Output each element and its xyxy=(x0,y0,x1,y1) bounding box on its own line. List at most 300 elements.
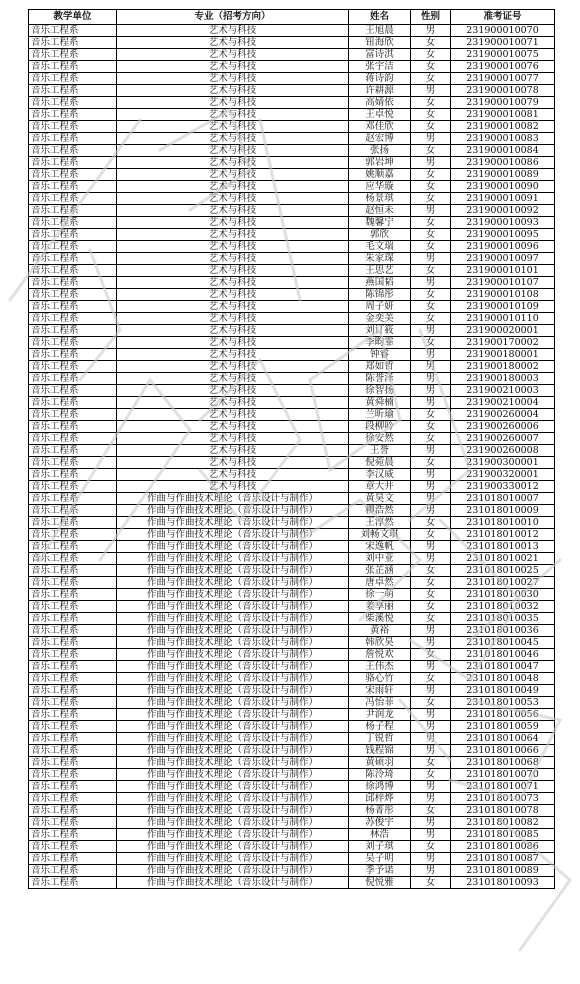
table-row xyxy=(29,469,555,481)
table-row xyxy=(29,529,555,541)
cell-gender: 女 xyxy=(411,697,451,709)
cell-gender: 男 xyxy=(411,709,451,721)
cell-teaching-unit: 音乐工程系 xyxy=(29,469,117,481)
cell-teaching-unit: 音乐工程系 xyxy=(29,337,117,349)
cell-teaching-unit: 音乐工程系 xyxy=(29,673,117,685)
cell-exam-number: 231900010107 xyxy=(451,277,555,289)
cell-name: 徐一萌 xyxy=(349,589,411,601)
cell-exam-number: 231018010010 xyxy=(451,517,555,529)
cell-name: 唐卓然 xyxy=(349,577,411,589)
cell-major: 艺术与科技 xyxy=(117,121,349,133)
cell-name: 徐安然 xyxy=(349,433,411,445)
cell-exam-number: 231900010090 xyxy=(451,181,555,193)
cell-exam-number: 231018010035 xyxy=(451,613,555,625)
cell-major: 艺术与科技 xyxy=(117,229,349,241)
cell-gender: 女 xyxy=(411,601,451,613)
cell-gender: 男 xyxy=(411,793,451,805)
cell-gender: 女 xyxy=(411,589,451,601)
cell-name: 柴溪悦 xyxy=(349,613,411,625)
cell-name: 陈泠琦 xyxy=(349,769,411,781)
cell-exam-number: 231900010084 xyxy=(451,145,555,157)
cell-name: 姚顺嘉 xyxy=(349,169,411,181)
cell-name: 王旭晨 xyxy=(349,25,411,37)
cell-name: 黄硕羽 xyxy=(349,757,411,769)
cell-gender: 女 xyxy=(411,169,451,181)
cell-teaching-unit: 音乐工程系 xyxy=(29,709,117,721)
table-row xyxy=(29,421,555,433)
cell-teaching-unit: 音乐工程系 xyxy=(29,601,117,613)
cell-teaching-unit: 音乐工程系 xyxy=(29,121,117,133)
cell-major: 艺术与科技 xyxy=(117,433,349,445)
cell-teaching-unit: 音乐工程系 xyxy=(29,73,117,85)
cell-gender: 男 xyxy=(411,325,451,337)
header-teaching-unit: 教学单位 xyxy=(29,10,117,25)
cell-exam-number: 231900300001 xyxy=(451,457,555,469)
table-header xyxy=(29,10,555,25)
cell-teaching-unit: 音乐工程系 xyxy=(29,169,117,181)
table-row xyxy=(29,553,555,565)
cell-gender: 男 xyxy=(411,25,451,37)
cell-teaching-unit: 音乐工程系 xyxy=(29,397,117,409)
table-row xyxy=(29,769,555,781)
cell-exam-number: 231900010091 xyxy=(451,193,555,205)
cell-major: 艺术与科技 xyxy=(117,157,349,169)
cell-teaching-unit: 音乐工程系 xyxy=(29,373,117,385)
cell-major: 作曲与作曲技术理论（音乐设计与制作） xyxy=(117,709,349,721)
cell-teaching-unit: 音乐工程系 xyxy=(29,745,117,757)
cell-gender: 女 xyxy=(411,805,451,817)
cell-gender: 女 xyxy=(411,145,451,157)
table-row xyxy=(29,289,555,301)
cell-gender: 男 xyxy=(411,205,451,217)
cell-gender: 女 xyxy=(411,121,451,133)
cell-name: 魏馨宁 xyxy=(349,217,411,229)
cell-name: 王誉 xyxy=(349,445,411,457)
cell-major: 作曲与作曲技术理论（音乐设计与制作） xyxy=(117,577,349,589)
cell-exam-number: 231018010085 xyxy=(451,829,555,841)
cell-gender: 女 xyxy=(411,97,451,109)
cell-gender: 女 xyxy=(411,421,451,433)
cell-gender: 男 xyxy=(411,385,451,397)
cell-exam-number: 231018010046 xyxy=(451,649,555,661)
cell-exam-number: 231900010097 xyxy=(451,253,555,265)
cell-teaching-unit: 音乐工程系 xyxy=(29,289,117,301)
cell-gender: 男 xyxy=(411,829,451,841)
table-row xyxy=(29,61,555,73)
cell-exam-number: 231018010013 xyxy=(451,541,555,553)
cell-exam-number: 231900010083 xyxy=(451,133,555,145)
cell-exam-number: 231900010110 xyxy=(451,313,555,325)
cell-teaching-unit: 音乐工程系 xyxy=(29,553,117,565)
cell-major: 艺术与科技 xyxy=(117,241,349,253)
table-row xyxy=(29,865,555,877)
cell-gender: 男 xyxy=(411,541,451,553)
cell-gender: 女 xyxy=(411,73,451,85)
cell-exam-number: 231018010027 xyxy=(451,577,555,589)
cell-exam-number: 231018010071 xyxy=(451,781,555,793)
cell-gender: 女 xyxy=(411,649,451,661)
cell-major: 作曲与作曲技术理论（音乐设计与制作） xyxy=(117,541,349,553)
cell-name: 柳浩然 xyxy=(349,505,411,517)
cell-major: 艺术与科技 xyxy=(117,109,349,121)
cell-name: 邱梓烨 xyxy=(349,793,411,805)
cell-major: 艺术与科技 xyxy=(117,481,349,493)
cell-name: 段柳吟 xyxy=(349,421,411,433)
cell-gender: 男 xyxy=(411,133,451,145)
cell-gender: 女 xyxy=(411,289,451,301)
cell-major: 作曲与作曲技术理论（音乐设计与制作） xyxy=(117,865,349,877)
cell-name: 韩欣昊 xyxy=(349,637,411,649)
cell-name: 高婧依 xyxy=(349,97,411,109)
cell-teaching-unit: 音乐工程系 xyxy=(29,493,117,505)
cell-exam-number: 231018010009 xyxy=(451,505,555,517)
cell-teaching-unit: 音乐工程系 xyxy=(29,349,117,361)
cell-teaching-unit: 音乐工程系 xyxy=(29,877,117,889)
cell-exam-number: 231018010045 xyxy=(451,637,555,649)
cell-major: 作曲与作曲技术理论（音乐设计与制作） xyxy=(117,661,349,673)
table-row xyxy=(29,721,555,733)
cell-teaching-unit: 音乐工程系 xyxy=(29,409,117,421)
cell-major: 艺术与科技 xyxy=(117,361,349,373)
cell-major: 艺术与科技 xyxy=(117,61,349,73)
cell-gender: 男 xyxy=(411,505,451,517)
admission-roster-table xyxy=(28,9,555,889)
cell-major: 作曲与作曲技术理论（音乐设计与制作） xyxy=(117,841,349,853)
cell-name: 章大井 xyxy=(349,481,411,493)
cell-major: 作曲与作曲技术理论（音乐设计与制作） xyxy=(117,853,349,865)
cell-teaching-unit: 音乐工程系 xyxy=(29,721,117,733)
table-row xyxy=(29,589,555,601)
cell-exam-number: 231900180001 xyxy=(451,349,555,361)
cell-exam-number: 231018010047 xyxy=(451,661,555,673)
cell-major: 艺术与科技 xyxy=(117,289,349,301)
table-row xyxy=(29,649,555,661)
header-name: 姓名 xyxy=(349,10,411,25)
cell-major: 艺术与科技 xyxy=(117,409,349,421)
cell-name: 邓佳欣 xyxy=(349,121,411,133)
cell-major: 作曲与作曲技术理论（音乐设计与制作） xyxy=(117,601,349,613)
cell-gender: 女 xyxy=(411,529,451,541)
cell-gender: 女 xyxy=(411,109,451,121)
cell-name: 倪菀晨 xyxy=(349,457,411,469)
cell-teaching-unit: 音乐工程系 xyxy=(29,385,117,397)
cell-name: 应华璇 xyxy=(349,181,411,193)
cell-major: 艺术与科技 xyxy=(117,133,349,145)
cell-exam-number: 231900010082 xyxy=(451,121,555,133)
cell-teaching-unit: 音乐工程系 xyxy=(29,625,117,637)
cell-major: 艺术与科技 xyxy=(117,193,349,205)
cell-major: 艺术与科技 xyxy=(117,397,349,409)
cell-major: 艺术与科技 xyxy=(117,337,349,349)
table-row xyxy=(29,181,555,193)
cell-major: 作曲与作曲技术理论（音乐设计与制作） xyxy=(117,733,349,745)
cell-gender: 男 xyxy=(411,733,451,745)
cell-exam-number: 231900010093 xyxy=(451,217,555,229)
cell-exam-number: 231900010101 xyxy=(451,265,555,277)
cell-teaching-unit: 音乐工程系 xyxy=(29,577,117,589)
cell-gender: 女 xyxy=(411,841,451,853)
cell-major: 作曲与作曲技术理论（音乐设计与制作） xyxy=(117,757,349,769)
cell-name: 兰昕瑜 xyxy=(349,409,411,421)
table-row xyxy=(29,121,555,133)
cell-name: 杨景琪 xyxy=(349,193,411,205)
table-row xyxy=(29,373,555,385)
cell-name: 蒋诗韵 xyxy=(349,73,411,85)
cell-teaching-unit: 音乐工程系 xyxy=(29,145,117,157)
table-row xyxy=(29,457,555,469)
cell-teaching-unit: 音乐工程系 xyxy=(29,253,117,265)
cell-gender: 女 xyxy=(411,517,451,529)
cell-name: 赵宏博 xyxy=(349,133,411,145)
cell-name: 詹悦欢 xyxy=(349,649,411,661)
cell-exam-number: 231900010109 xyxy=(451,301,555,313)
cell-name: 徐智扬 xyxy=(349,385,411,397)
cell-exam-number: 231018010064 xyxy=(451,733,555,745)
cell-exam-number: 231900010079 xyxy=(451,97,555,109)
cell-major: 艺术与科技 xyxy=(117,265,349,277)
cell-exam-number: 231900010078 xyxy=(451,85,555,97)
cell-exam-number: 231900010076 xyxy=(451,61,555,73)
cell-major: 艺术与科技 xyxy=(117,253,349,265)
cell-name: 徐鸿博 xyxy=(349,781,411,793)
cell-teaching-unit: 音乐工程系 xyxy=(29,481,117,493)
cell-teaching-unit: 音乐工程系 xyxy=(29,229,117,241)
cell-teaching-unit: 音乐工程系 xyxy=(29,205,117,217)
cell-name: 宋逸帆 xyxy=(349,541,411,553)
cell-gender: 男 xyxy=(411,661,451,673)
cell-name: 杨子程 xyxy=(349,721,411,733)
table-row xyxy=(29,325,555,337)
cell-name: 林浩 xyxy=(349,829,411,841)
table-row xyxy=(29,697,555,709)
cell-major: 作曲与作曲技术理论（音乐设计与制作） xyxy=(117,493,349,505)
cell-name: 李汉威 xyxy=(349,469,411,481)
cell-exam-number: 231018010066 xyxy=(451,745,555,757)
cell-gender: 男 xyxy=(411,361,451,373)
cell-name: 王伟杰 xyxy=(349,661,411,673)
cell-name: 冯怡菲 xyxy=(349,697,411,709)
table-row xyxy=(29,253,555,265)
cell-gender: 女 xyxy=(411,577,451,589)
table-row xyxy=(29,805,555,817)
cell-major: 作曲与作曲技术理论（音乐设计与制作） xyxy=(117,637,349,649)
cell-major: 艺术与科技 xyxy=(117,277,349,289)
cell-gender: 男 xyxy=(411,349,451,361)
cell-gender: 女 xyxy=(411,757,451,769)
cell-teaching-unit: 音乐工程系 xyxy=(29,613,117,625)
cell-gender: 女 xyxy=(411,337,451,349)
cell-gender: 女 xyxy=(411,301,451,313)
cell-major: 艺术与科技 xyxy=(117,49,349,61)
cell-exam-number: 231900010108 xyxy=(451,289,555,301)
cell-teaching-unit: 音乐工程系 xyxy=(29,25,117,37)
cell-major: 艺术与科技 xyxy=(117,469,349,481)
table-row xyxy=(29,745,555,757)
cell-name: 钮海欣 xyxy=(349,37,411,49)
cell-exam-number: 231900010092 xyxy=(451,205,555,217)
cell-name: 毛文瑞 xyxy=(349,241,411,253)
cell-major: 作曲与作曲技术理论（音乐设计与制作） xyxy=(117,781,349,793)
cell-gender: 男 xyxy=(411,157,451,169)
cell-exam-number: 231018010021 xyxy=(451,553,555,565)
table-row xyxy=(29,577,555,589)
cell-name: 李畇霏 xyxy=(349,337,411,349)
cell-teaching-unit: 音乐工程系 xyxy=(29,505,117,517)
cell-major: 作曲与作曲技术理论（音乐设计与制作） xyxy=(117,685,349,697)
cell-major: 艺术与科技 xyxy=(117,445,349,457)
cell-exam-number: 231018010048 xyxy=(451,673,555,685)
cell-exam-number: 231018010068 xyxy=(451,757,555,769)
cell-gender: 男 xyxy=(411,685,451,697)
cell-exam-number: 231900320001 xyxy=(451,469,555,481)
cell-teaching-unit: 音乐工程系 xyxy=(29,49,117,61)
cell-teaching-unit: 音乐工程系 xyxy=(29,217,117,229)
cell-name: 朱家琛 xyxy=(349,253,411,265)
table-row xyxy=(29,757,555,769)
cell-major: 艺术与科技 xyxy=(117,217,349,229)
table-row xyxy=(29,517,555,529)
table-row xyxy=(29,637,555,649)
cell-teaching-unit: 音乐工程系 xyxy=(29,793,117,805)
cell-name: 钟睿 xyxy=(349,349,411,361)
cell-major: 作曲与作曲技术理论（音乐设计与制作） xyxy=(117,565,349,577)
cell-major: 艺术与科技 xyxy=(117,169,349,181)
cell-exam-number: 231900010089 xyxy=(451,169,555,181)
cell-teaching-unit: 音乐工程系 xyxy=(29,313,117,325)
cell-teaching-unit: 音乐工程系 xyxy=(29,757,117,769)
cell-gender: 女 xyxy=(411,313,451,325)
cell-gender: 女 xyxy=(411,49,451,61)
cell-gender: 男 xyxy=(411,625,451,637)
cell-name: 黄昊文 xyxy=(349,493,411,505)
cell-major: 艺术与科技 xyxy=(117,145,349,157)
cell-teaching-unit: 音乐工程系 xyxy=(29,697,117,709)
table-row xyxy=(29,481,555,493)
cell-name: 富诗淇 xyxy=(349,49,411,61)
cell-gender: 男 xyxy=(411,85,451,97)
cell-gender: 男 xyxy=(411,553,451,565)
cell-exam-number: 231900260006 xyxy=(451,421,555,433)
table-row xyxy=(29,433,555,445)
table-row xyxy=(29,877,555,889)
cell-exam-number: 231018010078 xyxy=(451,805,555,817)
table-row xyxy=(29,229,555,241)
cell-exam-number: 231900260008 xyxy=(451,445,555,457)
table-row xyxy=(29,493,555,505)
table-row xyxy=(29,565,555,577)
cell-exam-number: 231018010032 xyxy=(451,601,555,613)
cell-major: 艺术与科技 xyxy=(117,181,349,193)
table-row xyxy=(29,313,555,325)
cell-teaching-unit: 音乐工程系 xyxy=(29,649,117,661)
cell-gender: 女 xyxy=(411,37,451,49)
cell-exam-number: 231900010070 xyxy=(451,25,555,37)
cell-gender: 女 xyxy=(411,241,451,253)
cell-teaching-unit: 音乐工程系 xyxy=(29,37,117,49)
cell-gender: 男 xyxy=(411,817,451,829)
cell-exam-number: 231018010049 xyxy=(451,685,555,697)
cell-major: 艺术与科技 xyxy=(117,373,349,385)
cell-teaching-unit: 音乐工程系 xyxy=(29,781,117,793)
table-row xyxy=(29,133,555,145)
cell-gender: 女 xyxy=(411,673,451,685)
cell-major: 作曲与作曲技术理论（音乐设计与制作） xyxy=(117,697,349,709)
cell-name: 刘订筱 xyxy=(349,325,411,337)
cell-teaching-unit: 音乐工程系 xyxy=(29,853,117,865)
cell-teaching-unit: 音乐工程系 xyxy=(29,85,117,97)
cell-major: 作曲与作曲技术理论（音乐设计与制作） xyxy=(117,793,349,805)
cell-teaching-unit: 音乐工程系 xyxy=(29,565,117,577)
cell-exam-number: 231900010095 xyxy=(451,229,555,241)
cell-name: 吴子明 xyxy=(349,853,411,865)
cell-teaching-unit: 音乐工程系 xyxy=(29,241,117,253)
cell-name: 郑如哲 xyxy=(349,361,411,373)
cell-exam-number: 231018010056 xyxy=(451,709,555,721)
cell-gender: 女 xyxy=(411,409,451,421)
cell-teaching-unit: 音乐工程系 xyxy=(29,265,117,277)
cell-name: 张扬 xyxy=(349,145,411,157)
table-row xyxy=(29,205,555,217)
cell-name: 燕国韬 xyxy=(349,277,411,289)
table-row xyxy=(29,145,555,157)
cell-exam-number: 231018010082 xyxy=(451,817,555,829)
cell-gender: 女 xyxy=(411,181,451,193)
table-row xyxy=(29,625,555,637)
cell-exam-number: 231900020001 xyxy=(451,325,555,337)
table-row xyxy=(29,109,555,121)
cell-teaching-unit: 音乐工程系 xyxy=(29,769,117,781)
cell-gender: 女 xyxy=(411,193,451,205)
cell-exam-number: 231018010025 xyxy=(451,565,555,577)
cell-exam-number: 231900010096 xyxy=(451,241,555,253)
cell-gender: 女 xyxy=(411,229,451,241)
cell-teaching-unit: 音乐工程系 xyxy=(29,733,117,745)
cell-teaching-unit: 音乐工程系 xyxy=(29,589,117,601)
cell-major: 作曲与作曲技术理论（音乐设计与制作） xyxy=(117,817,349,829)
cell-exam-number: 231018010086 xyxy=(451,841,555,853)
cell-name: 赵恒未 xyxy=(349,205,411,217)
table-row xyxy=(29,25,555,37)
cell-name: 周子妍 xyxy=(349,301,411,313)
cell-name: 张芷涵 xyxy=(349,565,411,577)
cell-teaching-unit: 音乐工程系 xyxy=(29,529,117,541)
cell-name: 姜享丽 xyxy=(349,601,411,613)
cell-major: 作曲与作曲技术理论（音乐设计与制作） xyxy=(117,625,349,637)
cell-name: 郭欣 xyxy=(349,229,411,241)
cell-exam-number: 231900180002 xyxy=(451,361,555,373)
cell-gender: 男 xyxy=(411,253,451,265)
table-row xyxy=(29,853,555,865)
cell-gender: 男 xyxy=(411,445,451,457)
table-row xyxy=(29,157,555,169)
cell-major: 作曲与作曲技术理论（音乐设计与制作） xyxy=(117,517,349,529)
cell-teaching-unit: 音乐工程系 xyxy=(29,637,117,649)
cell-name: 许耕源 xyxy=(349,85,411,97)
cell-exam-number: 231900010071 xyxy=(451,37,555,49)
table-row xyxy=(29,337,555,349)
cell-name: 黄裕 xyxy=(349,625,411,637)
cell-exam-number: 231900010077 xyxy=(451,73,555,85)
cell-teaching-unit: 音乐工程系 xyxy=(29,421,117,433)
cell-gender: 男 xyxy=(411,721,451,733)
cell-teaching-unit: 音乐工程系 xyxy=(29,685,117,697)
cell-gender: 男 xyxy=(411,277,451,289)
table-row xyxy=(29,97,555,109)
cell-teaching-unit: 音乐工程系 xyxy=(29,325,117,337)
cell-teaching-unit: 音乐工程系 xyxy=(29,193,117,205)
header-row xyxy=(29,10,555,25)
cell-name: 王卓悦 xyxy=(349,109,411,121)
